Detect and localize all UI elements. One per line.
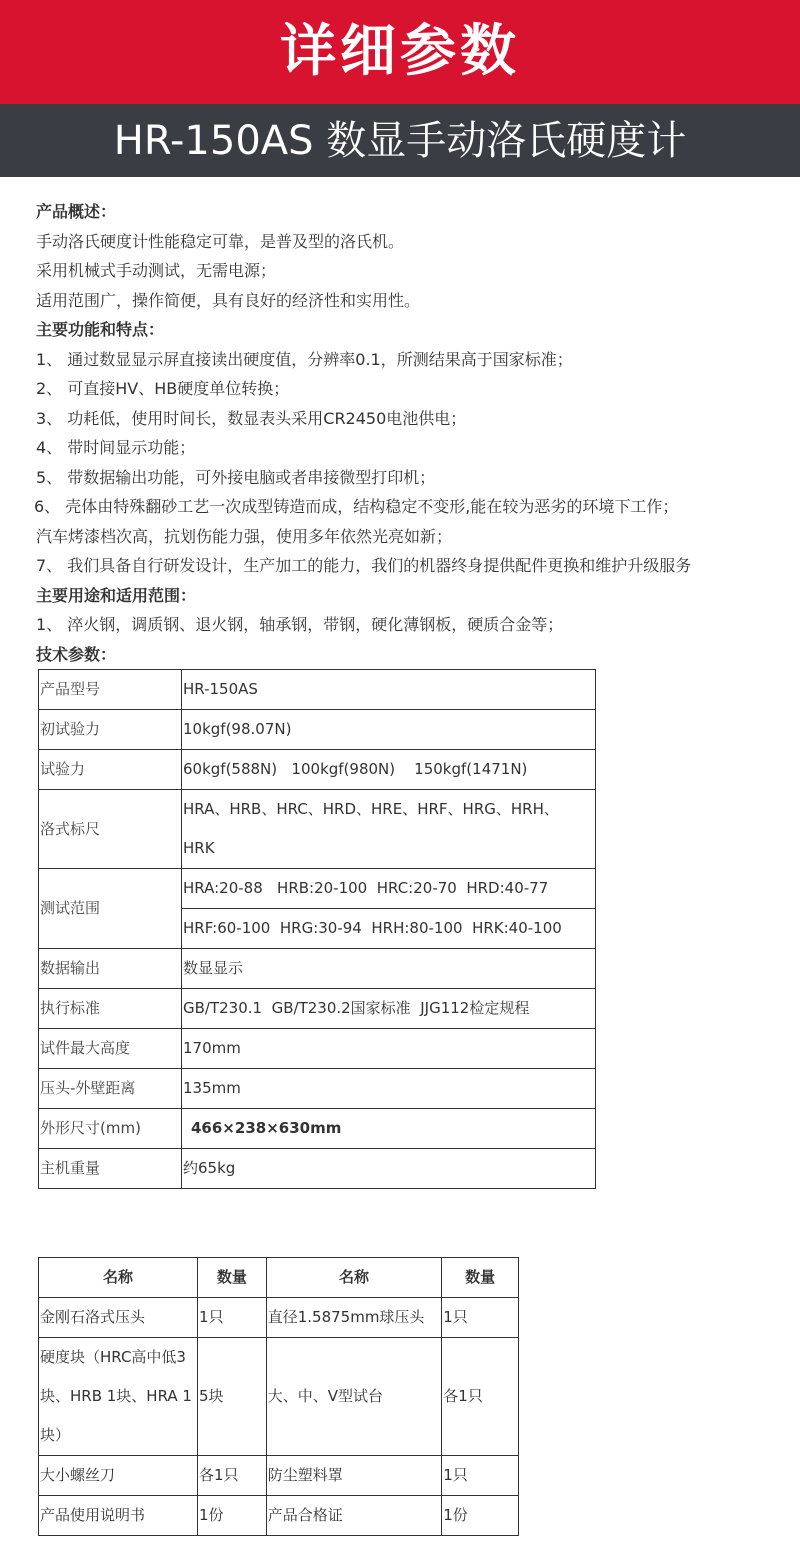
part-name: 金刚石洛式压头 — [39, 1298, 198, 1338]
overview-heading: 产品概述： — [36, 202, 117, 221]
spec-key: 主机重量 — [39, 1149, 182, 1189]
spec-key: 试件最大高度 — [39, 1029, 182, 1069]
part-qty: 各1只 — [442, 1338, 519, 1456]
spec-key: 产品型号 — [39, 670, 182, 710]
table-row — [39, 1149, 596, 1189]
table-row — [39, 869, 596, 909]
spec-key: 压头-外壁距离 — [39, 1069, 182, 1109]
column-header: 名称 — [266, 1258, 442, 1298]
usage-heading: 主要用途和适用范围： — [36, 585, 197, 605]
overview-line: 手动洛氏硬度计性能稳定可靠，是普及型的洛氏机。 — [36, 231, 405, 251]
feature-line: 1、 通过数显显示屏直接读出硬度值，分辨率0.1，所测结果高于国家标准； — [36, 349, 573, 369]
part-qty: 各1只 — [197, 1456, 266, 1496]
spec-key: 初试验力 — [39, 710, 182, 750]
spec-value — [182, 790, 596, 869]
spec-value: 约65kg — [182, 1149, 596, 1189]
part-name: 产品合格证 — [266, 1496, 442, 1536]
feature-line: 7、 我们具备自行研发设计，生产加工的能力，我们的机器终身提供配件更换和维护升级服务 — [36, 556, 692, 575]
usage-line: 1、 淬火钢，调质钢、退火钢，轴承钢，带钢，硬化薄钢板，硬质合金等； — [36, 615, 564, 634]
spec-value: 数显显示 — [182, 949, 596, 989]
table-row — [39, 710, 596, 750]
feature-line: 汽车烤漆档次高，抗划伤能力强，使用多年依然光亮如新； — [36, 526, 453, 546]
part-name-line: 块） — [40, 1426, 71, 1444]
table-row — [39, 1109, 596, 1149]
description-text — [36, 197, 796, 669]
feature-line: 4、 带时间显示功能； — [36, 438, 196, 457]
spec-value: 170mm — [182, 1029, 596, 1069]
spec-value: 135mm — [182, 1069, 596, 1109]
feature-line: 6、 壳体由特殊翻砂工艺一次成型铸造而成，结构稳定不变形,能在较为恶劣的环境下工作； — [34, 497, 679, 516]
table-row — [39, 1029, 596, 1069]
feature-line: 3、 功耗低，使用时间长，数显表头采用CR2450电池供电； — [36, 408, 467, 428]
table-row — [39, 750, 596, 790]
part-name-line: 块、HRB 1块、HRA 1 — [40, 1387, 192, 1405]
product-title: HR-150AS 数显手动洛氏硬度计 — [113, 118, 687, 164]
column-header: 数量 — [442, 1258, 519, 1298]
part-qty: 1只 — [442, 1456, 519, 1496]
tech-heading: 技术参数： — [36, 644, 117, 664]
spec-value: 466×238×630mm — [182, 1109, 596, 1149]
table-row — [39, 1069, 596, 1109]
part-name: 大小螺丝刀 — [39, 1456, 198, 1496]
spec-key: 外形尺寸(mm) — [39, 1109, 182, 1149]
spec-value: 10kgf(98.07N) — [182, 710, 596, 750]
spec-value: HRF:60-100 HRG:30-94 HRH:80-100 HRK:40-100 — [182, 909, 596, 949]
part-name: 产品使用说明书 — [39, 1496, 198, 1536]
feature-line: 5、 带数据输出功能，可外接电脑或者串接微型打印机； — [36, 467, 436, 487]
table-header-row — [39, 1258, 519, 1298]
column-header: 名称 — [39, 1258, 198, 1298]
spec-table — [38, 669, 596, 1189]
table-row — [39, 1496, 519, 1536]
feature-line: 2、 可直接HV、HB硬度单位转换； — [36, 379, 290, 398]
part-qty: 5块 — [197, 1338, 266, 1456]
table-row — [39, 949, 596, 989]
spec-value: HRA:20-88 HRB:20-100 HRC:20-70 HRD:40-77 — [182, 869, 596, 909]
spec-value: HR-150AS — [182, 670, 596, 710]
part-name: 大、中、V型试台 — [266, 1338, 442, 1456]
spec-value: 60kgf(588N) 100kgf(980N) 150kgf(1471N) — [182, 750, 596, 790]
table-row — [39, 790, 596, 869]
spec-key: 数据输出 — [39, 949, 182, 989]
spec-key: 测试范围 — [39, 869, 182, 949]
spec-key: 洛式标尺 — [39, 790, 182, 869]
table-row — [39, 670, 596, 710]
part-name: 防尘塑料罩 — [266, 1456, 442, 1496]
spec-key: 试验力 — [39, 750, 182, 790]
column-header: 数量 — [197, 1258, 266, 1298]
page-title: 详细参数 — [280, 19, 520, 84]
overview-line: 采用机械式手动测试，无需电源； — [36, 261, 277, 280]
features-heading: 主要功能和特点： — [36, 320, 165, 339]
parts-table — [38, 1257, 519, 1536]
part-qty: 1份 — [197, 1496, 266, 1536]
part-name: 直径1.5875mm球压头 — [266, 1298, 442, 1338]
table-row — [39, 1338, 519, 1456]
overview-line: 适用范围广，操作简便，具有良好的经济性和实用性。 — [36, 290, 421, 310]
scale-line: HRA、HRB、HRC、HRD、HRE、HRF、HRG、HRH、 — [183, 800, 559, 818]
table-row — [39, 1456, 519, 1496]
part-name — [39, 1338, 198, 1456]
part-qty: 1份 — [442, 1496, 519, 1536]
part-qty: 1只 — [442, 1298, 519, 1338]
title-banner — [0, 0, 800, 104]
table-row — [39, 989, 596, 1029]
scale-line: HRK — [183, 839, 215, 857]
part-qty: 1只 — [197, 1298, 266, 1338]
part-name-line: 硬度块（HRC高中低3 — [40, 1348, 186, 1366]
spec-value: GB/T230.1 GB/T230.2国家标准 JJG112检定规程 — [182, 989, 596, 1029]
spec-key: 执行标准 — [39, 989, 182, 1029]
subtitle-banner — [0, 104, 800, 177]
table-row — [39, 1298, 519, 1338]
